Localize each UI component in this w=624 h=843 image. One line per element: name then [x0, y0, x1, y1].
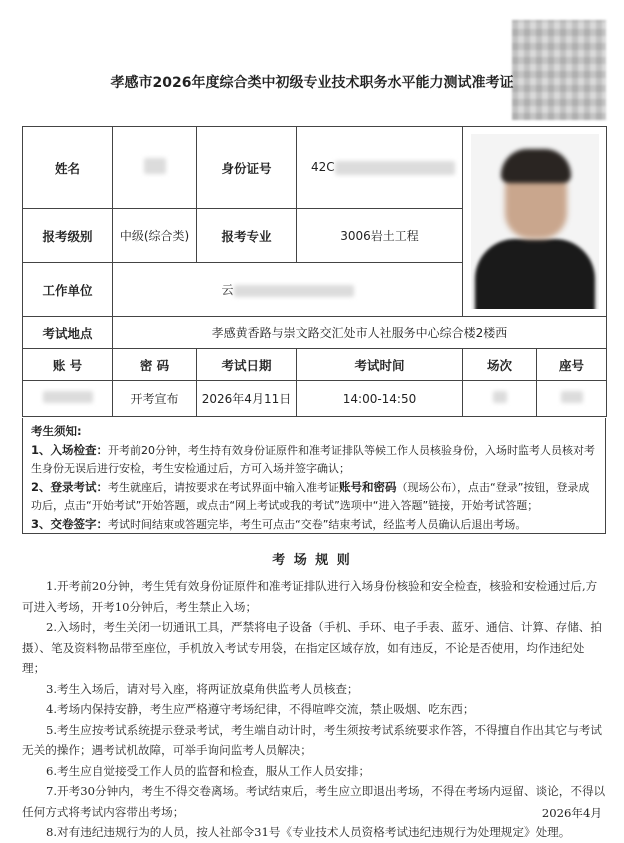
rule-item: 2.入场时，考生关闭一切通讯工具，严禁将电子设备（手机、手环、电子手表、蓝牙、通信、计算、存储、拍摄）、笔及资料物品带至座位，手机放入考试专用袋，在指定区域存放，如有违反，不论是否使用，均作违纪处理； [22, 620, 602, 675]
candidate-notice [22, 418, 606, 534]
session-value [463, 381, 537, 417]
session-label: 场次 [463, 349, 537, 381]
admission-ticket-table [22, 126, 607, 417]
level-value: 中级(综合类) [113, 209, 197, 263]
id-card-value [297, 127, 463, 209]
id-card-label: 身份证号 [197, 127, 297, 209]
rule-item: 5.考生应按考试系统提示登录考试，考生端自动计时，考生须按考试系统要求作答，不得擅自作出其它与考试无关的操作；遇考试机故障，可举手询问监考人员解决； [22, 722, 602, 757]
exam-time-value: 14:00-14:50 [297, 381, 463, 417]
rule-item: 3.考生入场后，请对号入座，将两证放桌角供监考人员核查； [46, 681, 359, 696]
seat-label: 座号 [537, 349, 607, 381]
rule-item: 7.开考30分钟内，考生不得交卷离场。考试结束后，考生应立即退出考场，不得在考场内逗留、谈论，不得以任何方式将考试内容带出考场； [22, 784, 606, 819]
notice-heading: 考生须知: [31, 424, 82, 438]
name-label: 姓名 [23, 127, 113, 209]
rule-item: 1.开考前20分钟，考生凭有效身份证原件和准考证排队进行入场身份核验和安全检查，核验和安检通过后,方可进入考场，开考10分钟后，考生禁止入场； [22, 579, 598, 614]
employer-label: 工作单位 [23, 263, 113, 317]
page-title: 孝感市2026年度综合类中初级专业技术职务水平能力测试准考证 [110, 75, 514, 91]
rule-item: 6.考生应自觉接受工作人员的监督和检查，服从工作人员安排； [46, 763, 371, 778]
seat-value [537, 381, 607, 417]
level-label: 报考级别 [23, 209, 113, 263]
account-label: 账 号 [23, 349, 113, 381]
exam-date-label: 考试日期 [197, 349, 297, 381]
candidate-photo [471, 134, 599, 309]
photo-cell [463, 127, 607, 317]
issue-date: 2026年4月 [541, 806, 602, 820]
venue-value: 孝感黄香路与崇文路交汇处市人社服务中心综合楼2楼西 [113, 317, 607, 349]
exam-date-value: 2026年4月11日 [197, 381, 297, 417]
venue-label: 考试地点 [23, 317, 113, 349]
exam-rules [22, 576, 606, 843]
major-value: 3006岩土工程 [297, 209, 463, 263]
rule-item: 4.考场内保持安静，考生应严格遵守考场纪律，不得喧哗交流，禁止吸烟、吃东西； [46, 702, 475, 716]
employer-value [113, 263, 463, 317]
exam-time-label: 考试时间 [297, 349, 463, 381]
password-value: 开考宣布 [113, 381, 197, 417]
id-card-prefix: 42C [311, 160, 335, 175]
account-value [23, 381, 113, 417]
name-value [113, 127, 197, 209]
notice-item: 3、交卷签字：考试时间结束或答题完毕，考生可点击“交卷”结束考试，经监考人员确认后退出考场。 [31, 517, 527, 531]
password-label: 密 码 [113, 349, 197, 381]
notice-item: 2、登录考试：考生就座后，请按要求在考试界面中输入准考证账号和密码（现场公布），点击“登录”按钮，登录成功后，点击“开始考试”开始答题，或点击“网上考试或我的考试”选项中“进入答题”链接，开始考试答题； [31, 480, 590, 512]
major-label: 报考专业 [197, 209, 297, 263]
rules-title: 考 场 规 则 [272, 553, 352, 568]
rule-item: 8.对有违纪违规行为的人员，按人社部令31号《专业技术人员资格考试违纪违规行为处理规定》处理。 [46, 825, 571, 839]
notice-item: 1、入场检查：开考前20分钟，考生持有效身份证原件和准考证排队等候工作人员核验身份，入场时监考人员核对考生身份无误后进行安检，考生安检通过后，方可入场并签字确认； [31, 443, 596, 475]
employer-prefix: 云 [221, 283, 234, 297]
qr-code-image [512, 20, 606, 120]
